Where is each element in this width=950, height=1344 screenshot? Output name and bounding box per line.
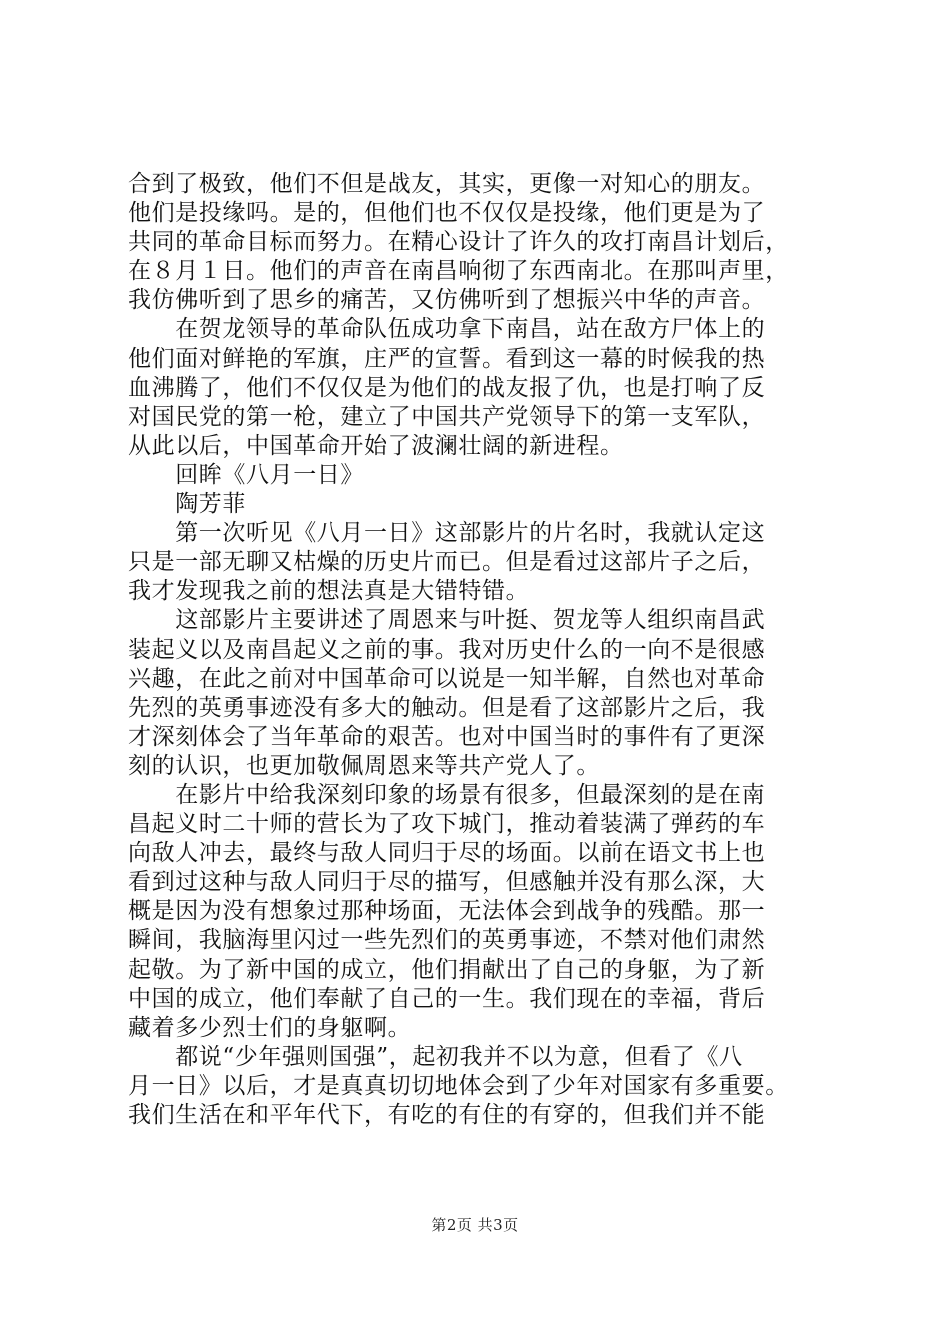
page-number-label: 第2页 共3页 <box>431 1216 519 1234</box>
text-line: 在８月１日。他们的声音在南昌响彻了东西南北。在那叫声里， <box>128 258 789 285</box>
text-line: 他们是投缘吗。是的，但他们也不仅仅是投缘，他们更是为了 <box>128 200 766 227</box>
text-line: 刻的认识，也更加敬佩周恩来等共产党人了。 <box>128 752 600 779</box>
text-line: 藏着多少烈士们的身躯啊。 <box>128 1014 412 1041</box>
text-line: 这部影片主要讲述了周恩来与叶挺、贺龙等人组织南昌武 <box>128 607 766 634</box>
text-line: 兴趣，在此之前对中国革命可以说是一知半解，自然也对革命 <box>128 665 766 692</box>
text-line: 合到了极致，他们不但是战友，其实，更像一对知心的朋友。 <box>128 171 766 197</box>
text-line: 瞬间，我脑海里闪过一些先烈们的英勇事迹，不禁对他们肃然 <box>128 927 766 954</box>
text-line: 我才发现我之前的想法真是大错特错。 <box>128 578 530 605</box>
text-line: 血沸腾了，他们不仅仅是为他们的战友报了仇，也是打响了反 <box>128 374 766 401</box>
body-text <box>128 170 848 1130</box>
text-line: 都说“少年强则国强”，起初我并不以为意，但看了《八 <box>128 1043 743 1070</box>
text-line: 装起义以及南昌起义之前的事。我对历史什么的一向不是很感 <box>128 636 766 663</box>
text-line: 我仿佛听到了思乡的痛苦，又仿佛听到了想振兴中华的声音。 <box>128 287 766 314</box>
text-line: 在贺龙领导的革命队伍成功拿下南昌，站在敌方尸体上的 <box>128 316 766 343</box>
text-line: 他们面对鲜艳的军旗，庄严的宣誓。看到这一幕的时候我的热 <box>128 345 766 372</box>
text-line: 昌起义时二十师的营长为了攻下城门，推动着装满了弹药的车 <box>128 811 766 838</box>
text-line: 从此以后，中国革命开始了波澜壮阔的新进程。 <box>128 432 624 459</box>
text-line: 只是一部无聊又枯燥的历史片而已。但是看过这部片子之后， <box>128 549 766 576</box>
text-line: 概是因为没有想象过那种场面，无法体会到战争的残酷。那一 <box>128 898 766 925</box>
text-line: 向敌人冲去，最终与敌人同归于尽的场面。以前在语文书上也 <box>128 840 766 867</box>
text-line: 共同的革命目标而努力。在精心设计了许久的攻打南昌计划后， <box>128 229 789 256</box>
text-line: 我们生活在和平年代下，有吃的有住的有穿的，但我们并不能 <box>128 1102 766 1128</box>
text-line: 月一日》以后，才是真真切切地体会到了少年对国家有多重要。 <box>128 1072 789 1099</box>
page-footer <box>0 1214 950 1235</box>
article-author: 陶芳菲 <box>128 491 246 518</box>
text-line: 中国的成立，他们奉献了自己的一生。我们现在的幸福，背后 <box>128 985 766 1012</box>
text-line: 才深刻体会了当年革命的艰苦。也对中国当时的事件有了更深 <box>128 723 766 750</box>
text-line: 看到过这种与敌人同归于尽的描写，但感触并没有那么深，大 <box>128 869 766 896</box>
text-line: 对国民党的第一枪，建立了中国共产党领导下的第一支军队， <box>128 403 766 430</box>
text-line: 在影片中给我深刻印象的场景有很多，但最深刻的是在南 <box>128 781 766 808</box>
text-line: 第一次听见《八月一日》这部影片的片名时，我就认定这 <box>128 520 766 547</box>
article-title: 回眸《八月一日》 <box>128 461 364 488</box>
text-line: 先烈的英勇事迹没有多大的触动。但是看了这部影片之后，我 <box>128 694 766 721</box>
text-line: 起敬。为了新中国的成立，他们捐献出了自己的身躯，为了新 <box>128 956 766 983</box>
